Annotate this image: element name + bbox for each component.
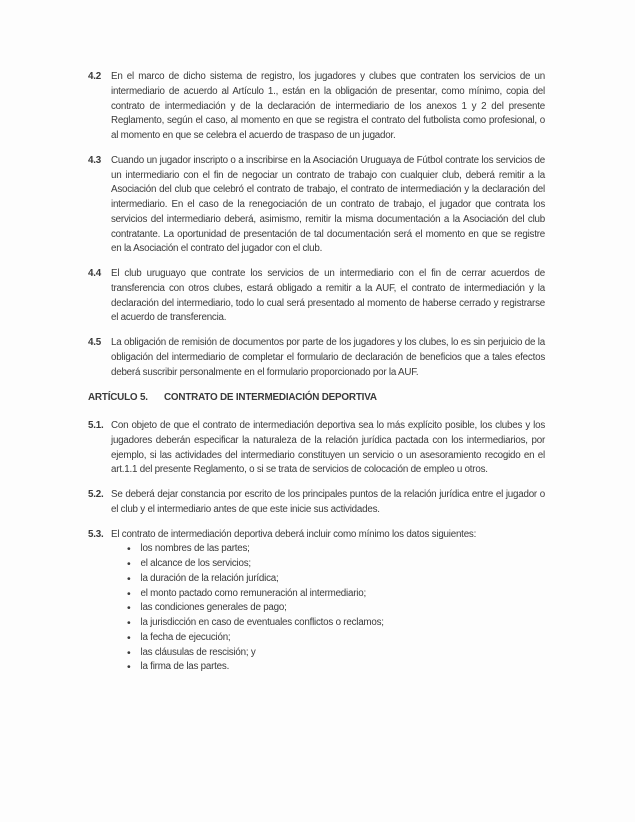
section-text: La obligación de remisión de documentos por parte de los jugadores y los clubes, lo es sin perjuicio de la obligación del intermediario de completar el formulario de declaración de beneficios que a tales efectos deberá suscribir personalmente en el formulario proporcionado por la AUF. xyxy=(111,337,545,378)
section-text: Con objeto de que el contrato de intermediación deportiva sea lo más explícito posible, los clubes y los jugadores deberán especificar la naturaleza de la relación jurídica pactada con los intermediarios, por ejemplo, si las actividades del intermediario constituyen un servicio o un asesoramiento recogido en el art.1.1 del presente Reglamento, o si se trata de servicios de colocación de empleo u otros. xyxy=(111,420,545,476)
bullet-item: • las cláusulas de rescisión; y xyxy=(127,646,545,661)
section-number: 4.2 xyxy=(88,71,101,82)
paragraph-4-3 xyxy=(88,154,545,257)
paragraph-5-1 xyxy=(88,419,545,478)
bullet-item: • los nombres de las partes; xyxy=(127,542,545,557)
section-number: 5.2. xyxy=(88,489,104,500)
article-heading-label: ARTÍCULO 5. xyxy=(88,392,148,404)
article-heading-title: CONTRATO DE INTERMEDIACIÓN DEPORTIVA xyxy=(164,392,377,404)
bullet-item: • la duración de la relación jurídica; xyxy=(127,572,545,587)
section-number: 5.1. xyxy=(88,420,104,431)
section-text: En el marco de dicho sistema de registro, los jugadores y clubes que contraten los servicios de un intermediario de acuerdo al Artículo 1., están en la obligación de presentar, como mínimo, copia del contrato de intermediación y de la declaración de intermediario de los anexos 1 y 2 del presente Reglamento, según el caso, al momento en que se registra el contrato del futbolista como profesional, o al momento en que se celebra el acuerdo de traspaso de un jugador. xyxy=(111,71,545,141)
bullet-item: • el monto pactado como remuneración al intermediario; xyxy=(127,587,545,602)
section-text: Se deberá dejar constancia por escrito de los principales puntos de la relación jurídica entre el jugador o el club y el intermediario antes de que este inicie sus actividades. xyxy=(111,489,545,515)
section-number: 4.5 xyxy=(88,337,101,348)
paragraph-5-3 xyxy=(88,528,545,676)
section-text: Cuando un jugador inscripto o a inscribirse en la Asociación Uruguaya de Fútbol contrate los servicios de un intermediario con el fin de negociar un contrato de trabajo con cualquier club, deberá remitir a la Asociación del club que celebró el contrato de trabajo, el contrato de intermediación y la declaración del intermediario. En el caso de la renegociación de un contrato de trabajo, el jugador que contrata los servicios del intermediario deberá, asimismo, remitir la misma documentación a la Asociación del club contratante. La oportunidad de presentación de tal documentación será el momento en que se registre en la Asociación el contrato del jugador con el club. xyxy=(111,154,545,255)
article-heading xyxy=(88,391,545,406)
bullet-item: • el alcance de los servicios; xyxy=(127,557,545,572)
bullet-item: • la fecha de ejecución; xyxy=(127,631,545,646)
bullet-item: • las condiciones generales de pago; xyxy=(127,601,545,616)
section-number: 4.4 xyxy=(88,268,101,279)
bullet-item: • la jurisdicción en caso de eventuales conflictos o reclamos; xyxy=(127,616,545,631)
bullet-list xyxy=(111,542,545,675)
section-number: 5.3. xyxy=(88,528,104,540)
paragraph-4-5 xyxy=(88,336,545,380)
section-number: 4.3 xyxy=(88,154,101,166)
paragraph-4-4 xyxy=(88,267,545,326)
bullet-item: • la firma de las partes. xyxy=(127,660,545,675)
section-5-3-content xyxy=(111,528,545,676)
paragraph-4-2 xyxy=(88,70,545,144)
section-text: El club uruguayo que contrate los servicios de un intermediario con el fin de cerrar acuerdos de transferencia con otros clubes, estará obligado a remitir a la AUF, el contrato de intermediación y la declaración del intermediario, todo lo cual será presentado al momento de haberse cerrado y registrarse el acuerdo de transferencia. xyxy=(111,268,545,324)
paragraph-5-2 xyxy=(88,488,545,518)
section-text: El contrato de intermediación deportiva deberá incluir como mínimo los datos siguientes: xyxy=(111,528,477,540)
